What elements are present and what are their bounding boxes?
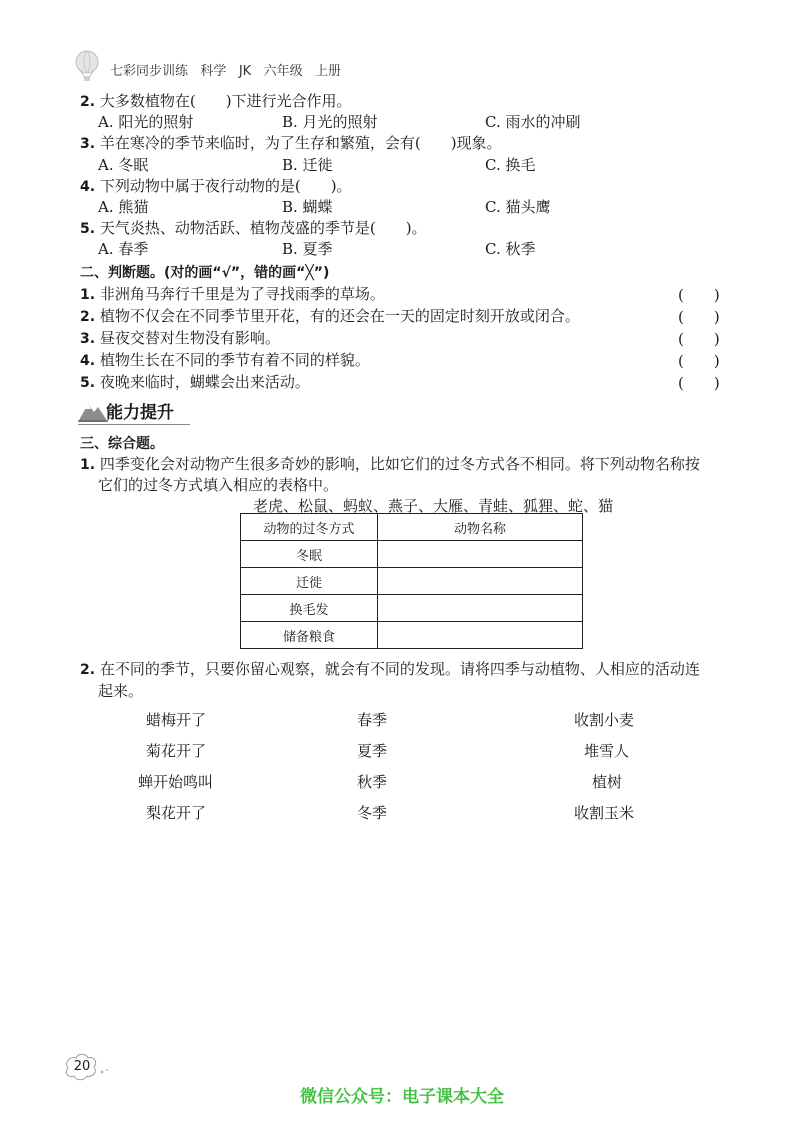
match-left-item[interactable]: 蝉开始鸣叫 — [138, 773, 214, 791]
option-b: B. 夏季 — [282, 240, 333, 258]
match-left-item[interactable]: 菊花开了 — [146, 742, 207, 760]
table-header: 动物的过冬方式 — [241, 514, 378, 541]
table-row — [241, 622, 583, 649]
question-2 — [80, 91, 352, 112]
item-number: 4. — [80, 353, 96, 369]
item-text: 非洲角马奔行千里是为了寻找雨季的草场。 — [99, 285, 385, 303]
judge-item — [80, 306, 580, 327]
option-a: A. 冬眠 — [98, 156, 149, 174]
animal-list: 老虎、松鼠、蚂蚁、燕子、大雁、青蛙、狐狸、蛇、猫 — [253, 497, 614, 515]
option-a: A. 阳光的照射 — [98, 113, 194, 131]
mountain-icon — [78, 400, 108, 426]
answer-cell[interactable] — [378, 568, 583, 595]
hibernation-table — [240, 513, 583, 649]
answer-blank[interactable]: ( ) — [678, 374, 720, 392]
question-stem: 下列动物中属于夜行动物的是( )。 — [99, 177, 352, 195]
match-right-item[interactable]: 堆雪人 — [584, 742, 630, 760]
watermark: 微信公众号：电子课本大全 — [300, 1087, 504, 1107]
comp-q1-line1 — [80, 454, 700, 475]
item-text: 植物生长在不同的季节有着不同的样貌。 — [99, 351, 370, 369]
page-header — [110, 60, 341, 79]
table-row — [241, 541, 583, 568]
grade: 六年级 — [263, 64, 303, 79]
option-b: B. 迁徙 — [282, 156, 333, 174]
item-number: 1. — [80, 287, 96, 303]
page-number: 20 — [73, 1059, 91, 1074]
item-text: 植物不仅会在不同季节里开花，有的还会在一天的固定时刻开放或闭合。 — [99, 307, 580, 325]
edition: JK — [238, 64, 252, 79]
divider — [78, 424, 190, 425]
answer-blank[interactable]: ( ) — [678, 330, 720, 348]
item-text: 昼夜交替对生物没有影响。 — [99, 329, 280, 347]
judge-item — [80, 372, 310, 393]
answer-blank[interactable]: ( ) — [678, 352, 720, 370]
answer-cell[interactable] — [378, 595, 583, 622]
item-text: 夜晚来临时，蝴蝶会出来活动。 — [99, 373, 310, 391]
option-a: A. 春季 — [98, 240, 149, 258]
item-number: 5. — [80, 375, 96, 391]
item-number: 3. — [80, 331, 96, 347]
question-text: 四季变化会对动物产生很多奇妙的影响，比如它们的过冬方式各不相同。将下列动物名称按 — [99, 455, 700, 473]
match-season-item[interactable]: 夏季 — [357, 742, 388, 760]
answer-cell[interactable] — [378, 622, 583, 649]
table-cell: 冬眠 — [241, 541, 378, 568]
judge-item — [80, 350, 370, 371]
table-cell: 换毛发 — [241, 595, 378, 622]
volume: 上册 — [315, 64, 342, 79]
question-3 — [80, 133, 502, 154]
question-4 — [80, 176, 352, 197]
question-number: 1. — [80, 457, 96, 473]
option-b: B. 月光的照射 — [282, 113, 378, 131]
table-header-row — [241, 514, 583, 541]
question-number: 3. — [80, 136, 96, 152]
table-row — [241, 568, 583, 595]
table-cell: 储备粮食 — [241, 622, 378, 649]
question-number: 2. — [80, 662, 96, 678]
question-stem: 大多数植物在( )下进行光合作用。 — [99, 92, 352, 110]
match-season-item[interactable]: 冬季 — [357, 804, 388, 822]
answer-cell[interactable] — [378, 541, 583, 568]
option-c: C. 雨水的冲刷 — [485, 113, 581, 131]
comp-q2-line1 — [80, 659, 700, 680]
question-number: 2. — [80, 94, 96, 110]
option-c: C. 秋季 — [485, 240, 536, 258]
match-left-item[interactable]: 蜡梅开了 — [146, 711, 207, 729]
answer-blank[interactable]: ( ) — [678, 308, 720, 326]
option-a: A. 熊猫 — [98, 198, 149, 216]
question-5 — [80, 218, 427, 239]
ability-title: 能力提升 — [106, 403, 174, 423]
balloon-logo-icon — [74, 50, 100, 86]
comp-q1-line2: 它们的过冬方式填入相应的表格中。 — [98, 476, 339, 494]
question-number: 5. — [80, 221, 96, 237]
answer-blank[interactable]: ( ) — [678, 286, 720, 304]
question-stem: 天气炎热、动物活跃、植物茂盛的季节是( )。 — [99, 219, 427, 237]
page-number-badge — [60, 1050, 120, 1084]
judge-item — [80, 328, 280, 349]
comp-q2-line2: 起来。 — [98, 682, 144, 700]
option-c: C. 换毛 — [485, 156, 536, 174]
match-left-item[interactable]: 梨花开了 — [146, 804, 207, 822]
match-right-item[interactable]: 植树 — [592, 773, 623, 791]
subject: 科学 — [200, 64, 227, 79]
table-header: 动物名称 — [378, 514, 583, 541]
table-cell: 迁徙 — [241, 568, 378, 595]
match-right-item[interactable]: 收割小麦 — [574, 711, 635, 729]
item-number: 2. — [80, 309, 96, 325]
table-row — [241, 595, 583, 622]
option-c: C. 猫头鹰 — [485, 198, 551, 216]
question-stem: 羊在寒冷的季节来临时，为了生存和繁殖，会有( )现象。 — [99, 134, 502, 152]
section-title-comprehensive: 三、综合题。 — [80, 436, 164, 452]
series-name: 七彩同步训练 — [110, 64, 189, 79]
match-right-item[interactable]: 收割玉米 — [574, 804, 635, 822]
match-season-item[interactable]: 秋季 — [357, 773, 388, 791]
question-text: 在不同的季节，只要你留心观察，就会有不同的发现。请将四季与动植物、人相应的活动连 — [99, 660, 700, 678]
option-b: B. 蝴蝶 — [282, 198, 333, 216]
question-number: 4. — [80, 179, 96, 195]
match-season-item[interactable]: 春季 — [357, 711, 388, 729]
section-title-judge: 二、判断题。(对的画“√”，错的画“╳”) — [80, 265, 330, 281]
judge-item — [80, 284, 385, 305]
